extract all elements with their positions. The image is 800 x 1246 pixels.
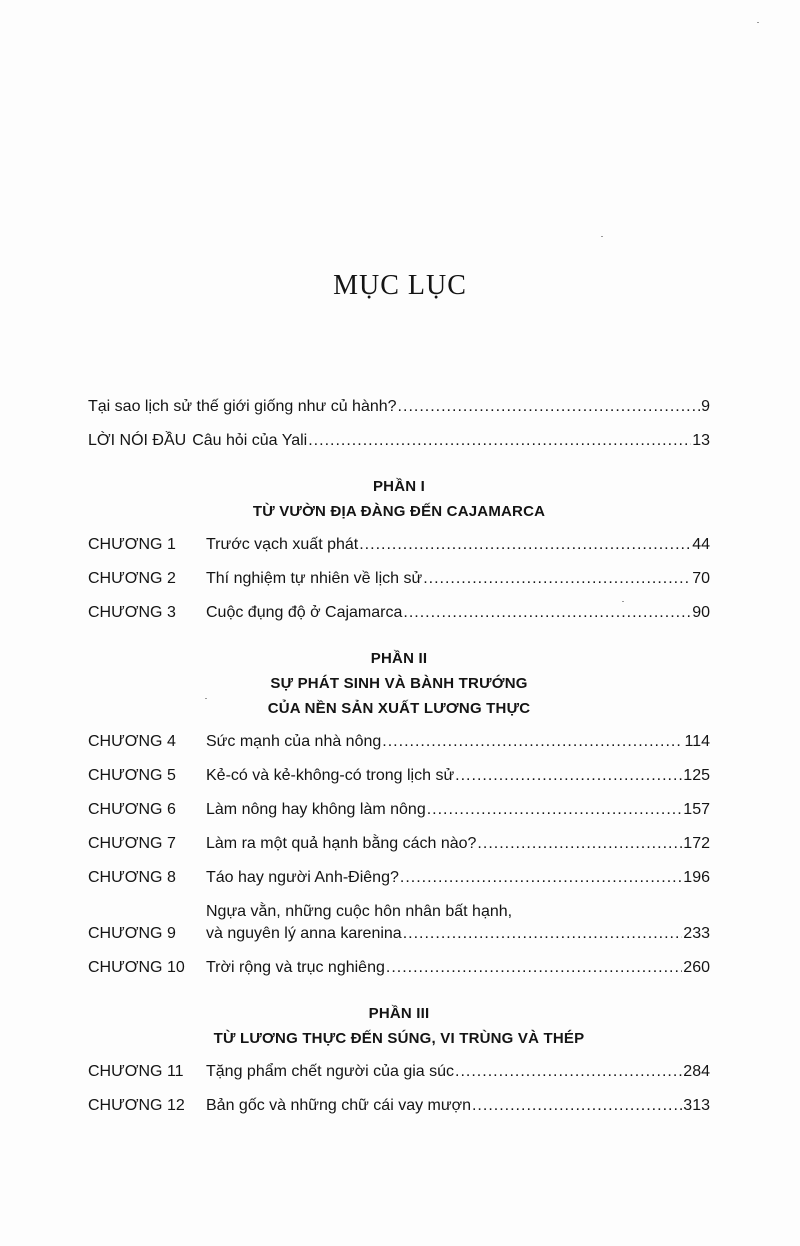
page-number: 233 bbox=[683, 925, 710, 942]
entry-title-line bbox=[206, 1061, 710, 1083]
entry-body bbox=[206, 833, 710, 855]
dot-leader bbox=[398, 396, 701, 418]
page-number: 114 bbox=[684, 733, 710, 750]
entry-title-line bbox=[206, 799, 710, 821]
chapter-label: CHƯƠNG 9 bbox=[88, 925, 176, 942]
entry-title: Thí nghiệm tự nhiên về lịch sử bbox=[206, 570, 423, 587]
dot-leader bbox=[403, 602, 691, 624]
toc-intro-entry bbox=[88, 430, 710, 452]
entry-title: Câu hỏi của Yali bbox=[192, 432, 308, 449]
entry-title-line bbox=[88, 396, 710, 418]
entry-body bbox=[206, 799, 710, 821]
entry-title: Sức mạnh của nhà nông bbox=[206, 733, 382, 750]
entry-body bbox=[206, 731, 710, 753]
entry-title: Làm ra một quả hạnh bằng cách nào? bbox=[206, 835, 477, 852]
part-heading-block bbox=[88, 1001, 710, 1051]
entry-body bbox=[206, 901, 710, 945]
entry-body bbox=[206, 867, 710, 889]
chapter-label: CHƯƠNG 10 bbox=[88, 959, 185, 976]
dot-leader bbox=[455, 1061, 682, 1083]
part-heading-block bbox=[88, 646, 710, 721]
entry-body bbox=[206, 602, 710, 624]
part-heading: PHẦN I bbox=[372, 478, 426, 495]
entry-title: Trời rộng và trục nghiêng bbox=[206, 959, 385, 976]
toc-chapter-entry bbox=[88, 731, 710, 753]
chapter-label: CHƯƠNG 6 bbox=[88, 801, 176, 818]
part-title: CỦA NỀN SẢN XUẤT LƯƠNG THỰC bbox=[267, 700, 531, 717]
chapter-label: CHƯƠNG 12 bbox=[88, 1097, 185, 1114]
dot-leader bbox=[382, 731, 683, 753]
part-heading-block bbox=[88, 474, 710, 524]
page-number: 13 bbox=[692, 432, 710, 449]
entry-title-line bbox=[206, 901, 710, 923]
scan-speck bbox=[601, 236, 603, 237]
entry-title: Bản gốc và những chữ cái vay mượn bbox=[206, 1097, 471, 1114]
chapter-label: CHƯƠNG 8 bbox=[88, 869, 176, 886]
toc-chapter-entry bbox=[88, 1061, 710, 1083]
dot-leader bbox=[400, 867, 682, 889]
page-number: 9 bbox=[701, 398, 710, 415]
toc-chapter-entry bbox=[88, 833, 710, 855]
part-heading: PHẦN III bbox=[368, 1005, 430, 1022]
toc-chapter-entry bbox=[88, 901, 710, 945]
chapter-label: CHƯƠNG 11 bbox=[88, 1063, 184, 1080]
entry-title: và nguyên lý anna karenina bbox=[206, 925, 402, 942]
dot-leader bbox=[472, 1095, 682, 1117]
entry-body bbox=[192, 430, 710, 452]
page-number: 196 bbox=[683, 869, 710, 886]
entry-title-line bbox=[206, 765, 710, 787]
toc-chapter-entry bbox=[88, 1095, 710, 1117]
page-number: 172 bbox=[683, 835, 710, 852]
entry-body bbox=[206, 1061, 710, 1083]
entry-title-line bbox=[206, 867, 710, 889]
chapter-label: CHƯƠNG 1 bbox=[88, 536, 176, 553]
chapter-label: CHƯƠNG 2 bbox=[88, 570, 176, 587]
entry-body bbox=[206, 534, 710, 556]
page-number: 125 bbox=[683, 767, 710, 784]
entry-title: Ngựa vằn, những cuộc hôn nhân bất hạnh, bbox=[206, 903, 513, 920]
toc-chapter-entry bbox=[88, 534, 710, 556]
entry-title-line bbox=[206, 957, 710, 979]
chapter-label: CHƯƠNG 7 bbox=[88, 835, 176, 852]
page-number: 90 bbox=[692, 604, 710, 621]
page-number: 260 bbox=[683, 959, 710, 976]
chapter-label: CHƯƠNG 4 bbox=[88, 733, 176, 750]
chapter-label: CHƯƠNG 3 bbox=[88, 604, 176, 621]
dot-leader bbox=[423, 568, 691, 590]
dot-leader bbox=[359, 534, 691, 556]
entry-title-line bbox=[206, 534, 710, 556]
entry-title-line bbox=[206, 923, 710, 945]
entry-body bbox=[206, 568, 710, 590]
toc-intro-entry bbox=[88, 396, 710, 418]
dot-leader bbox=[386, 957, 682, 979]
entry-body bbox=[206, 957, 710, 979]
scan-speck bbox=[622, 601, 624, 602]
page-number: 157 bbox=[683, 801, 710, 818]
entry-title-line bbox=[206, 568, 710, 590]
dot-leader bbox=[308, 430, 691, 452]
toc-chapter-entry bbox=[88, 765, 710, 787]
scan-speck bbox=[757, 22, 759, 23]
part-title: TỪ VƯỜN ĐỊA ĐÀNG ĐẾN CAJAMARCA bbox=[252, 503, 546, 520]
entry-title-line bbox=[206, 1095, 710, 1117]
entry-body bbox=[206, 1095, 710, 1117]
part-heading: PHẦN II bbox=[370, 650, 428, 667]
dot-leader bbox=[455, 765, 682, 787]
entry-title: Làm nông hay không làm nông bbox=[206, 801, 426, 818]
scan-speck bbox=[205, 698, 207, 699]
entry-title-line bbox=[206, 833, 710, 855]
toc-chapter-entry bbox=[88, 867, 710, 889]
entry-body bbox=[206, 765, 710, 787]
entry-title-line bbox=[192, 430, 710, 452]
entry-body bbox=[88, 396, 710, 418]
entry-title: Táo hay người Anh-Điêng? bbox=[206, 869, 399, 886]
entry-label: LỜI NÓI ĐẦU bbox=[88, 432, 187, 449]
page-number: 284 bbox=[683, 1063, 710, 1080]
toc-chapter-entry bbox=[88, 957, 710, 979]
page-number: 44 bbox=[692, 536, 710, 553]
entry-title-line bbox=[206, 602, 710, 624]
page-number: 70 bbox=[692, 570, 710, 587]
entry-title: Tặng phẩm chết người của gia súc bbox=[206, 1063, 455, 1080]
entry-title: Kẻ-có và kẻ-không-có trong lịch sử bbox=[206, 767, 455, 784]
entry-title: Cuộc đụng độ ở Cajamarca bbox=[206, 604, 403, 621]
dot-leader bbox=[403, 923, 683, 945]
toc-chapter-entry bbox=[88, 568, 710, 590]
entry-title: Tại sao lịch sử thế giới giống như củ hành? bbox=[88, 398, 397, 415]
dot-leader bbox=[427, 799, 683, 821]
part-title: SỰ PHÁT SINH VÀ BÀNH TRƯỚNG bbox=[270, 675, 528, 692]
entry-title-line bbox=[206, 731, 710, 753]
table-of-contents bbox=[88, 396, 710, 1129]
page-title: MỤC LỤC bbox=[333, 270, 467, 301]
dot-leader bbox=[477, 833, 682, 855]
page-number: 313 bbox=[683, 1097, 710, 1114]
toc-chapter-entry bbox=[88, 602, 710, 624]
part-title: TỪ LƯƠNG THỰC ĐẾN SÚNG, VI TRÙNG VÀ THÉP bbox=[213, 1030, 585, 1047]
toc-chapter-entry bbox=[88, 799, 710, 821]
chapter-label: CHƯƠNG 5 bbox=[88, 767, 176, 784]
entry-title: Trước vạch xuất phát bbox=[206, 536, 359, 553]
